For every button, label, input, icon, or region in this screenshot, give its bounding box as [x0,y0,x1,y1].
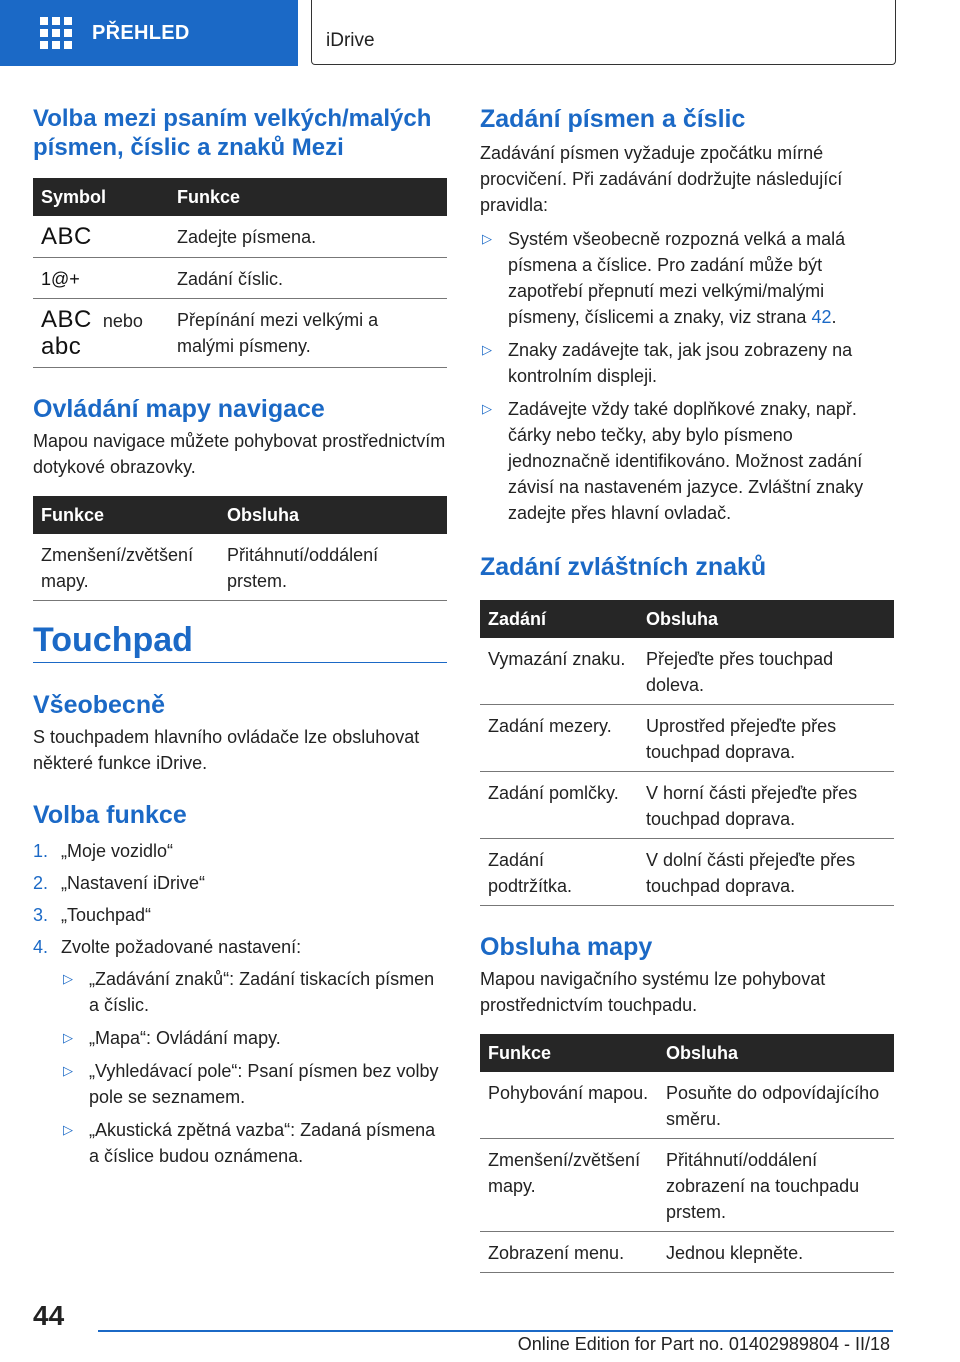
table-cell: Zadání podtržítka. [480,839,638,906]
mapop-paragraph: Mapou navigačního systému lze pohybovat prostřednictvím touchpadu. [480,969,826,1015]
grid-menu-icon [40,17,72,49]
table-cell: V horní části přejeďte přes touchpad doprava. [638,772,894,839]
left-column [33,104,447,601]
triangle-bullet-icon: ▷ [482,231,492,246]
table-cell: Zadejte písmena. [169,216,447,258]
table-row [480,705,894,772]
col-header-function: Funkce [169,178,447,216]
footer-edition: Online Edition for Part no. 01402989804 - II/18 [517,1334,890,1354]
table-row [480,772,894,839]
list-item: 1. „Moje vozidlo“ [33,841,174,861]
table-cell: Zadání pomlčky. [480,772,638,839]
col-header-function: Funkce [33,496,219,534]
section-title: PŘEHLED [92,21,190,44]
footer-divider [98,1330,893,1332]
steps-list [33,838,447,960]
section-tab[interactable] [0,0,298,66]
rules-list [480,226,894,526]
table-cell: Přejeďte přes touchpad doleva. [638,638,894,705]
triangle-bullet-icon: ▷ [63,1063,73,1078]
col-header-operation: Obsluha [638,600,894,638]
table-cell: Zmenšení/zvětšení mapy. [33,534,219,601]
table-cell: Jednou klepněte. [658,1232,894,1273]
special-table [480,600,894,906]
table-row [33,216,447,258]
list-item: ▷ „Zadávání znaků“: Zadání tiskacích písmen a číslic. [61,966,447,1018]
page-number: 44 [33,1300,65,1331]
right-column [480,104,894,1273]
heading-letters-numbers: Zadání písmen a číslic [480,105,746,133]
list-item: ▷ Znaky zadávejte tak, jak jsou zobrazeny na kontrolním displeji. [480,337,894,389]
heading-underline [33,662,447,663]
chapter-heading-touchpad: Touchpad [33,621,193,659]
table-cell: Zmenšení/zvětšení mapy. [480,1139,658,1232]
col-header-operation: Obsluha [658,1034,894,1072]
col-header-operation: Obsluha [219,496,447,534]
triangle-bullet-icon: ▷ [63,1030,73,1045]
abc-uppercase-icon: ABC [41,306,92,333]
table-row [33,258,447,299]
table-row [480,1139,894,1232]
list-item: ▷ „Akustická zpětná vazba“: Zadaná písmena a číslice budou oznámena. [61,1117,447,1169]
heading-select-function: Volba funkce [33,801,187,829]
table-cell: Zadání číslic. [169,258,447,299]
page-link[interactable]: 42 [811,307,832,327]
triangle-bullet-icon: ▷ [482,342,492,357]
map-paragraph: Mapou navigace můžete pohybovat prostřednictvím dotykové obrazovky. [33,431,446,477]
heading-map-control: Ovládání mapy navigace [33,395,325,423]
list-item: ▷ Systém všeobecně rozpozná velká a malá písmena a číslice. Pro zadání může být zapotřebí přepnutí mezi velkými/malými písmeny, číslicemi a znaky, viz strana 42. [480,226,894,330]
table-row [33,299,447,368]
abc-uppercase-icon: ABC [41,223,92,250]
mapop-table [480,1034,894,1273]
table-cell: Přitáhnutí/oddálení zobrazení na touchpadu prstem. [658,1139,894,1232]
or-label: nebo [102,311,143,331]
table-cell: Uprostřed přejeďte přes touchpad doprava. [638,705,894,772]
heading-general: Všeobecně [33,691,166,719]
list-item: 4. Zvolte požadované nastavení: [33,937,302,957]
table-cell: Přitáhnutí/oddálení prstem. [219,534,447,601]
table-row [480,638,894,705]
left-column-lower [33,690,447,1176]
table-cell: V dolní části přejeďte přes touchpad doprava. [638,839,894,906]
map-table [33,496,447,601]
input-paragraph: Zadávání písmen vyžaduje zpočátku mírné procvičení. Při zadávání dodržujte následující pravidla: [480,143,843,215]
table-cell: Posuňte do odpovídajícího směru. [658,1072,894,1139]
heading-special-chars: Zadání zvláštních znaků [480,553,767,581]
triangle-bullet-icon: ▷ [482,401,492,416]
heading-map-operation: Obsluha mapy [480,933,653,961]
table-cell: Zobrazení menu. [480,1232,658,1273]
list-item: 3. „Touchpad“ [33,905,152,925]
chapter-tab[interactable] [311,0,896,65]
col-header-symbol: Symbol [33,178,169,216]
heading-select-mode: Volba mezi psaním velkých/malých písmen, číslic a znaků Mezi [33,105,432,161]
abc-lowercase-icon: abc [41,333,82,360]
triangle-bullet-icon: ▷ [63,971,73,986]
table-row [480,1232,894,1273]
col-header-function: Funkce [480,1034,658,1072]
table-cell: Přepínání mezi velkými a malými písmeny. [169,299,447,368]
symbol-table [33,178,447,368]
general-paragraph: S touchpadem hlavního ovládače lze obsluhovat některé funkce iDrive. [33,727,420,773]
list-item: ▷ „Mapa“: Ovládání mapy. [61,1025,447,1051]
table-row [480,839,894,906]
table-row [33,534,447,601]
options-list [61,966,447,1169]
list-item: ▷ Zadávejte vždy také doplňkové znaky, např. čárky nebo tečky, aby bylo písmeno jednoznačně identifikováno. Možnost zadání závisí na nastaveném jazyce. Zvláštní znaky zadejte přes hlavní ovladač. [480,396,894,526]
table-cell: Vymazání znaku. [480,638,638,705]
numbers-symbols-icon: 1@+ [41,269,80,289]
table-cell: Pohybování mapou. [480,1072,658,1139]
list-item: ▷ „Vyhledávací pole“: Psaní písmen bez volby pole se seznamem. [61,1058,447,1110]
triangle-bullet-icon: ▷ [63,1122,73,1137]
chapter-title: iDrive [326,30,375,51]
col-header-input: Zadání [480,600,638,638]
table-cell: Zadání mezery. [480,705,638,772]
list-item: 2. „Nastavení iDrive“ [33,873,206,893]
table-row [480,1072,894,1139]
